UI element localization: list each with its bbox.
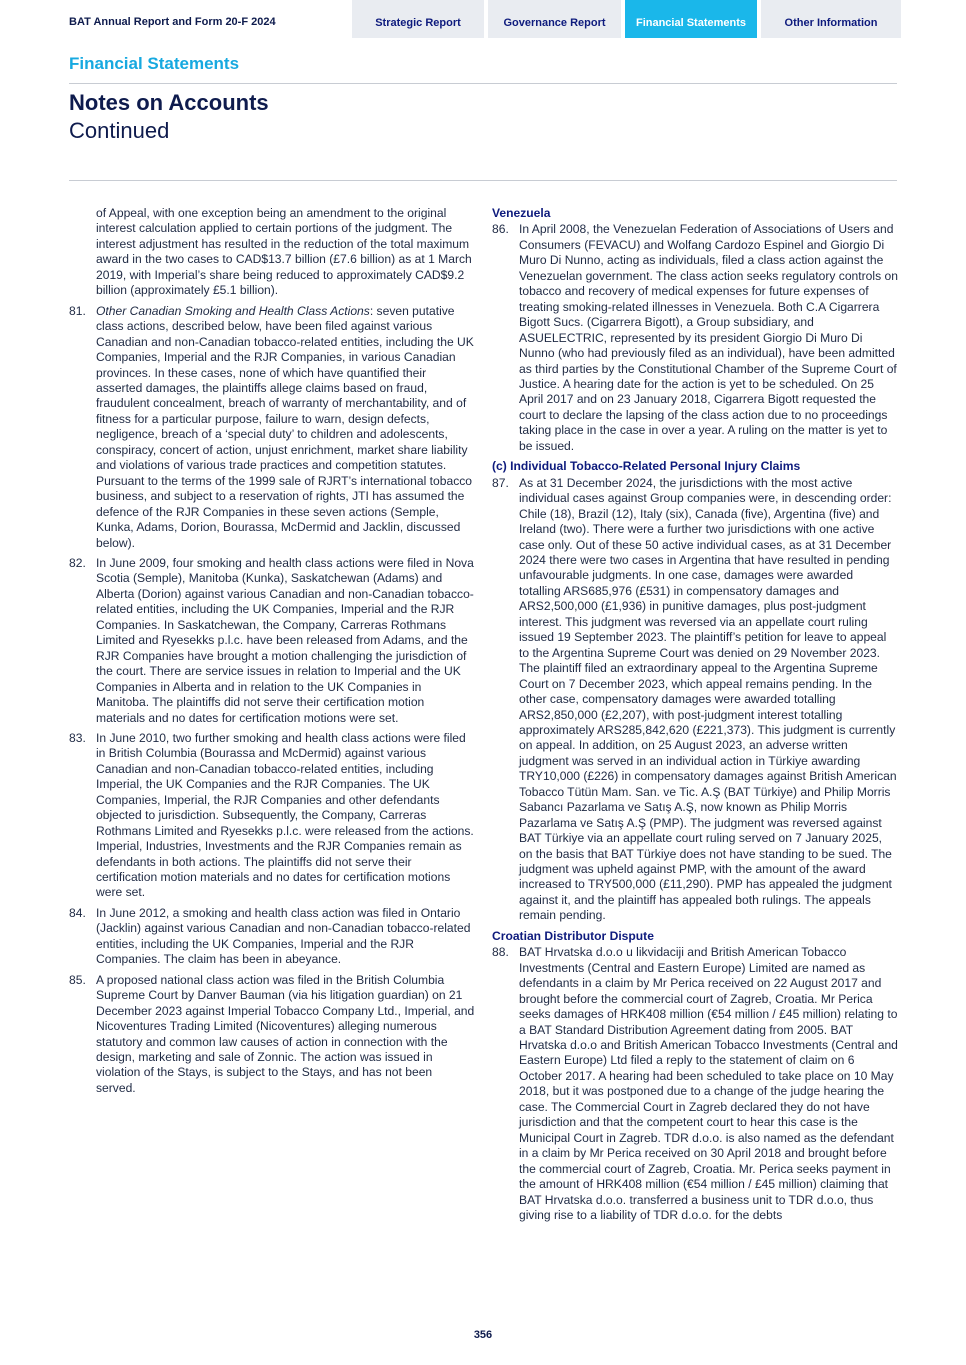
note-number: 84. — [69, 905, 86, 920]
note-number: 81. — [69, 303, 86, 318]
right-column — [492, 206, 898, 1228]
note-body: : seven putative class actions, described below, have been filed against various Canadian and non-Canadian tobacco-related entities, including the UK Companies, Imperial and the RJR Companies, in various Canadian provinces. In these cases, none of which have quantified their asserted damages, the plaintiffs allege claims based on fraud, fraudulent concealment, breach of warranty of merchantability, and of fitness for a particular purpose, failure to warn, design defects, negligence, breach of a ‘special duty’ to children and adolescents, conspiracy, concert of action, unjust enrichment, market share liability and violations of various trade practices and competition statutes. Pursuant to the terms of the 1999 sale of RJRT’s international tobacco business, and subject to a reservation of rights, JTI has assumed the defence of the RJR Companies in these seven actions (Semple, Kunka, Adams, Dorion, Bourassa, McDermid and Jacklin, discussed below). — [96, 303, 474, 550]
tab-governance-report[interactable]: Governance Report — [488, 0, 621, 38]
note-88 — [492, 945, 898, 1223]
page-title: Notes on Accounts — [69, 90, 269, 115]
personal-injury-heading: (c) Individual Tobacco-Related Personal Injury Claims — [492, 459, 801, 474]
note-text: A proposed national class action was filed in the British Columbia Supreme Court by Danver Bauman (via his litigation guardian) on 21 December 2023 against Imperial Tobacco Company Ltd., Imperial, and Nicoventures Trading Limited (Nicoventures) alleging numerous statutory and common law causes of action in connection with the design, marketing and sale of Zonnic. The action was issued in violation of the Stays, is subject to the Stays, and has not been served. — [96, 972, 475, 1095]
note-text: As at 31 December 2024, the jurisdictions with the most active individual cases against Group companies were, in descending order: Chile (18), Brazil (12), Italy (six), Canada (five), Argentina (five) and Ireland (two). There were a further two jurisdictions with one active case only. Out of these 50 active individual cases, as at 31 December 2024 there were two cases in Argentina that have resulted in pending unfavourable judgments. In one case, damages were awarded totalling ARS685,976 (£531) in compensatory damages and ARS2,500,000 (£1,936) in punitive damages, plus post-judgment interest. This judgment was reversed via an appellate court ruling issued 19 September 2023. The plaintiff’s petition for leave to appeal to the Argentina Supreme Court was denied on 29 November 2023. The plaintiff filed an extraordinary appeal to the Argentina Supreme Court on 7 December 2023, which appeal remains pending. In the other case, compensatory damages were awarded totalling ARS2,850,000 (£2,207), with post-judgment interest totalling approximately ARS285,842,620 (£221,373). This judgment is currently on appeal. In addition, on 25 August 2023, an adverse written judgment was served in an individual action in Türkiye awarding TRY10,000 (£226) in compensatory damages against British American Tobacco Tütün Mam. San. ve Tic. A.Ş (BAT Türkiye) and Philip Morris Sabancı Pazarlama ve Satış A.Ş, now known as Philip Morris Pazarlama ve Satış A.Ş (PMP). The judgment was reversed against BAT Türkiye via an appellate court ruling served on 7 January 2025, on the basis that BAT Türkiye does not have standing to be sued. The judgment was upheld against PMP, with the amount of the award increased to TRY500,000 (£11,290). PMP has appealed the judgment against it, and the plaintiff has appealed both rulings. The appeals remain pending. — [519, 475, 897, 923]
section-nav — [352, 0, 901, 38]
venezuela-heading: Venezuela — [492, 206, 551, 220]
tab-strategic-report[interactable]: Strategic Report — [352, 0, 484, 38]
note-text — [96, 304, 475, 551]
header-divider — [69, 83, 897, 84]
left-column — [69, 206, 475, 1101]
note-number: 87. — [492, 475, 509, 490]
note-85 — [69, 973, 475, 1097]
note-86 — [492, 222, 898, 454]
page-subtitle: Continued — [69, 118, 170, 143]
note-81 — [69, 304, 475, 551]
note-text: In April 2008, the Venezuelan Federation of Associations of Users and Consumers (FEVACU) and Wolfang Cardozo Espinel and Giorgio Di Muro Di Nunno, acting as individuals, filed a class action against the Venezuelan government. The class action seeks regulatory controls on tobacco and recovery of medical expenses for future expenses of treating smoking-related illnesses in Venezuela. Both C.A Cigarrera Bigott Sucs. (Cigarrera Bigott), a Group subsidiary, and ASUELECTRIC, represented by its president Giorgio Di Muro Di Nunno (who had previously filed as an individual), have been admitted as third parties by the Constitutional Chamber of the Supreme Court of Justice. A hearing date for the action is yet to be scheduled. On 25 April 2017 and on 23 January 2018, Cigarrera Bigott requested the court to declare the lapsing of the class action due to no proceedings taking place in the case in over a year. A ruling on the matter is yet to be issued. — [519, 222, 898, 453]
note-83 — [69, 731, 475, 901]
croatian-heading: Croatian Distributor Dispute — [492, 928, 654, 943]
note-text: In June 2010, two further smoking and health class actions were filed in British Columbia (Bourassa and McDermid) against various Canadian and non-Canadian tobacco-related entities, including Imperial, the UK Companies and the RJR Companies. The UK Companies, Imperial, the RJR Companies and other defendants objected to jurisdiction. Subsequently, the Company, Carreras Rothmans Limited and Ryesekks p.l.c. were released from the actions. Imperial, Industries, Investments and the RJR Companies remain as defendants in both actions. The plaintiffs did not serve their certification motion materials and no dates for certification motions were set. — [96, 730, 474, 900]
tab-other-information[interactable]: Other Information — [761, 0, 901, 38]
continuation-paragraph: of Appeal, with one exception being an amendment to the original interest calculation applied to certain portions of the judgment. The interest adjustment has resulted in the reduction of the total maximum award in the two cases to CAD$13.7 billion (£7.6 billion) as at 1 March 2019, with Imperial’s share being reduced to approximately CAD$9.2 billion (approximately £5.1 billion). — [96, 206, 472, 298]
note-number: 86. — [492, 222, 509, 237]
note-number: 85. — [69, 972, 86, 987]
note-number: 88. — [492, 945, 509, 960]
report-title: BAT Annual Report and Form 20-F 2024 — [69, 16, 276, 28]
note-82 — [69, 556, 475, 726]
note-lead: Other Canadian Smoking and Health Class Actions — [96, 303, 370, 318]
note-84 — [69, 906, 475, 968]
tab-financial-statements[interactable]: Financial Statements — [625, 0, 757, 38]
note-number: 82. — [69, 555, 86, 570]
note-number: 83. — [69, 730, 86, 745]
section-label: Financial Statements — [69, 54, 240, 73]
title-divider — [69, 180, 897, 181]
note-87 — [492, 476, 898, 924]
page-number: 356 — [473, 1329, 493, 1341]
note-text: In June 2012, a smoking and health class action was filed in Ontario (Jacklin) against various Canadian and non-Canadian tobacco-related entities, including the UK Companies, Imperial and the RJR Companies. The claim has been in abeyance. — [96, 905, 471, 967]
note-text: BAT Hrvatska d.o.o u likvidaciji and British American Tobacco Investments (Central and Eastern Europe) Limited are named as defendants in a claim by Mr Perica received on 22 August 2017 and brought before the commercial court of Zagreb, Croatia. Mr Perica seeks damages of HRK408 million (€54 million / £45 million) relating to a BAT Standard Distribution Agreement dating from 2005. BAT Hrvatska d.o.o and British American Tobacco Investments (Central and Eastern Europe) Ltd filed a reply to the statement of claim on 6 October 2017. A hearing had been scheduled to take place on 10 May 2018, but it was postponed due to a change of the judge hearing the case. The Commercial Court in Zagreb declared they do not have jurisdiction and that the competent court to hear this case is the Municipal Court in Zagreb. TDR d.o.o. is also named as the defendant in a claim by Mr Perica received on 30 April 2018 and brought before the commercial court of Zagreb, Croatia. Mr. Perica seeks payment in the amount of HRK408 million (€54 million / £45 million) claiming that BAT Hrvatska d.o.o. transferred a business unit to TDR d.o.o, thus giving rise to a liability of TDR d.o.o. for the debts — [519, 945, 898, 1222]
note-text: In June 2009, four smoking and health class actions were filed in Nova Scotia (Semple), Manitoba (Kunka), Saskatchewan (Adams) and Alberta (Dorion) against various Canadian and non-Canadian tobacco-related entities, including the UK Companies, Imperial and the RJR Companies. In Saskatchewan, the Company, Carreras Rothmans Limited and Ryesekks p.l.c. have been released from Adams, and the RJR Companies have brought a motion challenging the jurisdiction of the court. There are service issues in relation to Imperial and the UK Companies in Alberta and in relation to the UK Companies in Manitoba. The plaintiffs did not serve their certification motion materials and no dates for certification motions were set. — [96, 555, 474, 725]
